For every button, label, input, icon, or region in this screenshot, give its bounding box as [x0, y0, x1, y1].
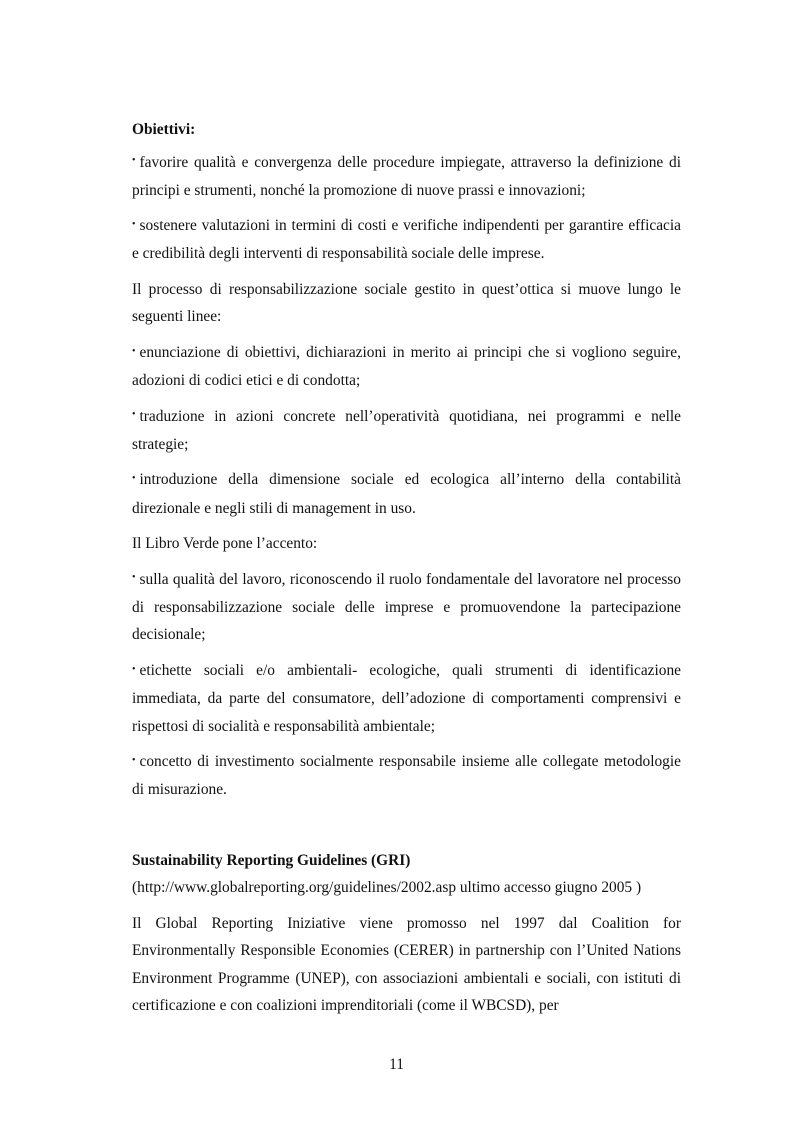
bullet-text: traduzione in azioni concrete nell’operatività quotidiana, nei programmi e nelle strategie;: [132, 407, 681, 453]
bullet-icon: •: [132, 572, 136, 584]
page-body: [132, 116, 681, 1020]
page-number: 11: [389, 1056, 404, 1073]
bullet-icon: •: [132, 409, 136, 421]
gri-source-link: (http://www.globalreporting.org/guidelines/2002.asp ultimo accesso giugno 2005 ): [132, 879, 642, 897]
bullet-icon: •: [132, 754, 136, 766]
bullet-icon: •: [132, 155, 136, 167]
process-bullet-2: [132, 403, 681, 459]
bullet-text: introduzione della dimensione sociale ed ecologica all’interno della contabilità direzionale e negli stili di management in uso.: [132, 471, 681, 517]
bullet-text: sulla qualità del lavoro, riconoscendo il ruolo fondamentale del lavoratore nel processo di responsabilizzazione sociale delle imprese e promuovendone la partecipazione decisionale;: [132, 570, 681, 644]
green-book-bullet-3: [132, 748, 681, 804]
gri-heading: Sustainability Reporting Guidelines (GRI): [132, 851, 411, 869]
bullet-text: sostenere valutazioni in termini di costi e verifiche indipendenti per garantire efficacia e credibilità degli interventi di responsabilità sociale delle imprese.: [132, 217, 681, 263]
bullet-icon: •: [132, 473, 136, 485]
green-book-bullet-1: [132, 566, 681, 649]
bullet-icon: •: [132, 218, 136, 230]
process-bullet-3: [132, 466, 681, 522]
bullet-icon: •: [132, 345, 136, 357]
bullet-text: concetto di investimento socialmente responsabile insieme alle collegate metodologie di misurazione.: [132, 753, 681, 799]
process-bullet-1: [132, 339, 681, 395]
bullet-text: enunciazione di obiettivi, dichiarazioni in merito ai principi che si vogliono seguire, adozioni di codici etici e di condotta;: [132, 343, 681, 390]
objectives-bullet-2: [132, 212, 681, 268]
objectives-heading: Obiettivi:: [132, 121, 196, 138]
green-book-bullet-2: [132, 657, 681, 740]
objectives-bullet-1: [132, 149, 681, 205]
process-intro: Il processo di responsabilizzazione sociale gestito in quest’ottica si muove lungo le seguenti linee:: [132, 280, 681, 326]
bullet-text: etichette sociali e/o ambientali- ecologiche, quali strumenti di identificazione immediata, da parte del consumatore, dell’adozione di comportamenti comprensivi e rispettosi di socialità e responsabilità ambientale;: [132, 661, 681, 735]
green-book-intro: Il Libro Verde pone l’accento:: [132, 535, 318, 553]
bullet-text: favorire qualità e convergenza delle procedure impiegate, attraverso la definizione di principi e strumenti, nonché la promozione di nuove prassi e innovazioni;: [132, 153, 681, 199]
bullet-icon: •: [132, 663, 136, 675]
gri-body: Il Global Reporting Iniziative viene promosso nel 1997 dal Coalition for Environmentally Responsible Economies (CERER) in partnership con l’United Nations Environment Programme (UNEP), con associazioni ambientali e sociali, con istituti di certificazione e con coalizioni imprenditoriali (come il WBCSD), per: [132, 914, 681, 1015]
